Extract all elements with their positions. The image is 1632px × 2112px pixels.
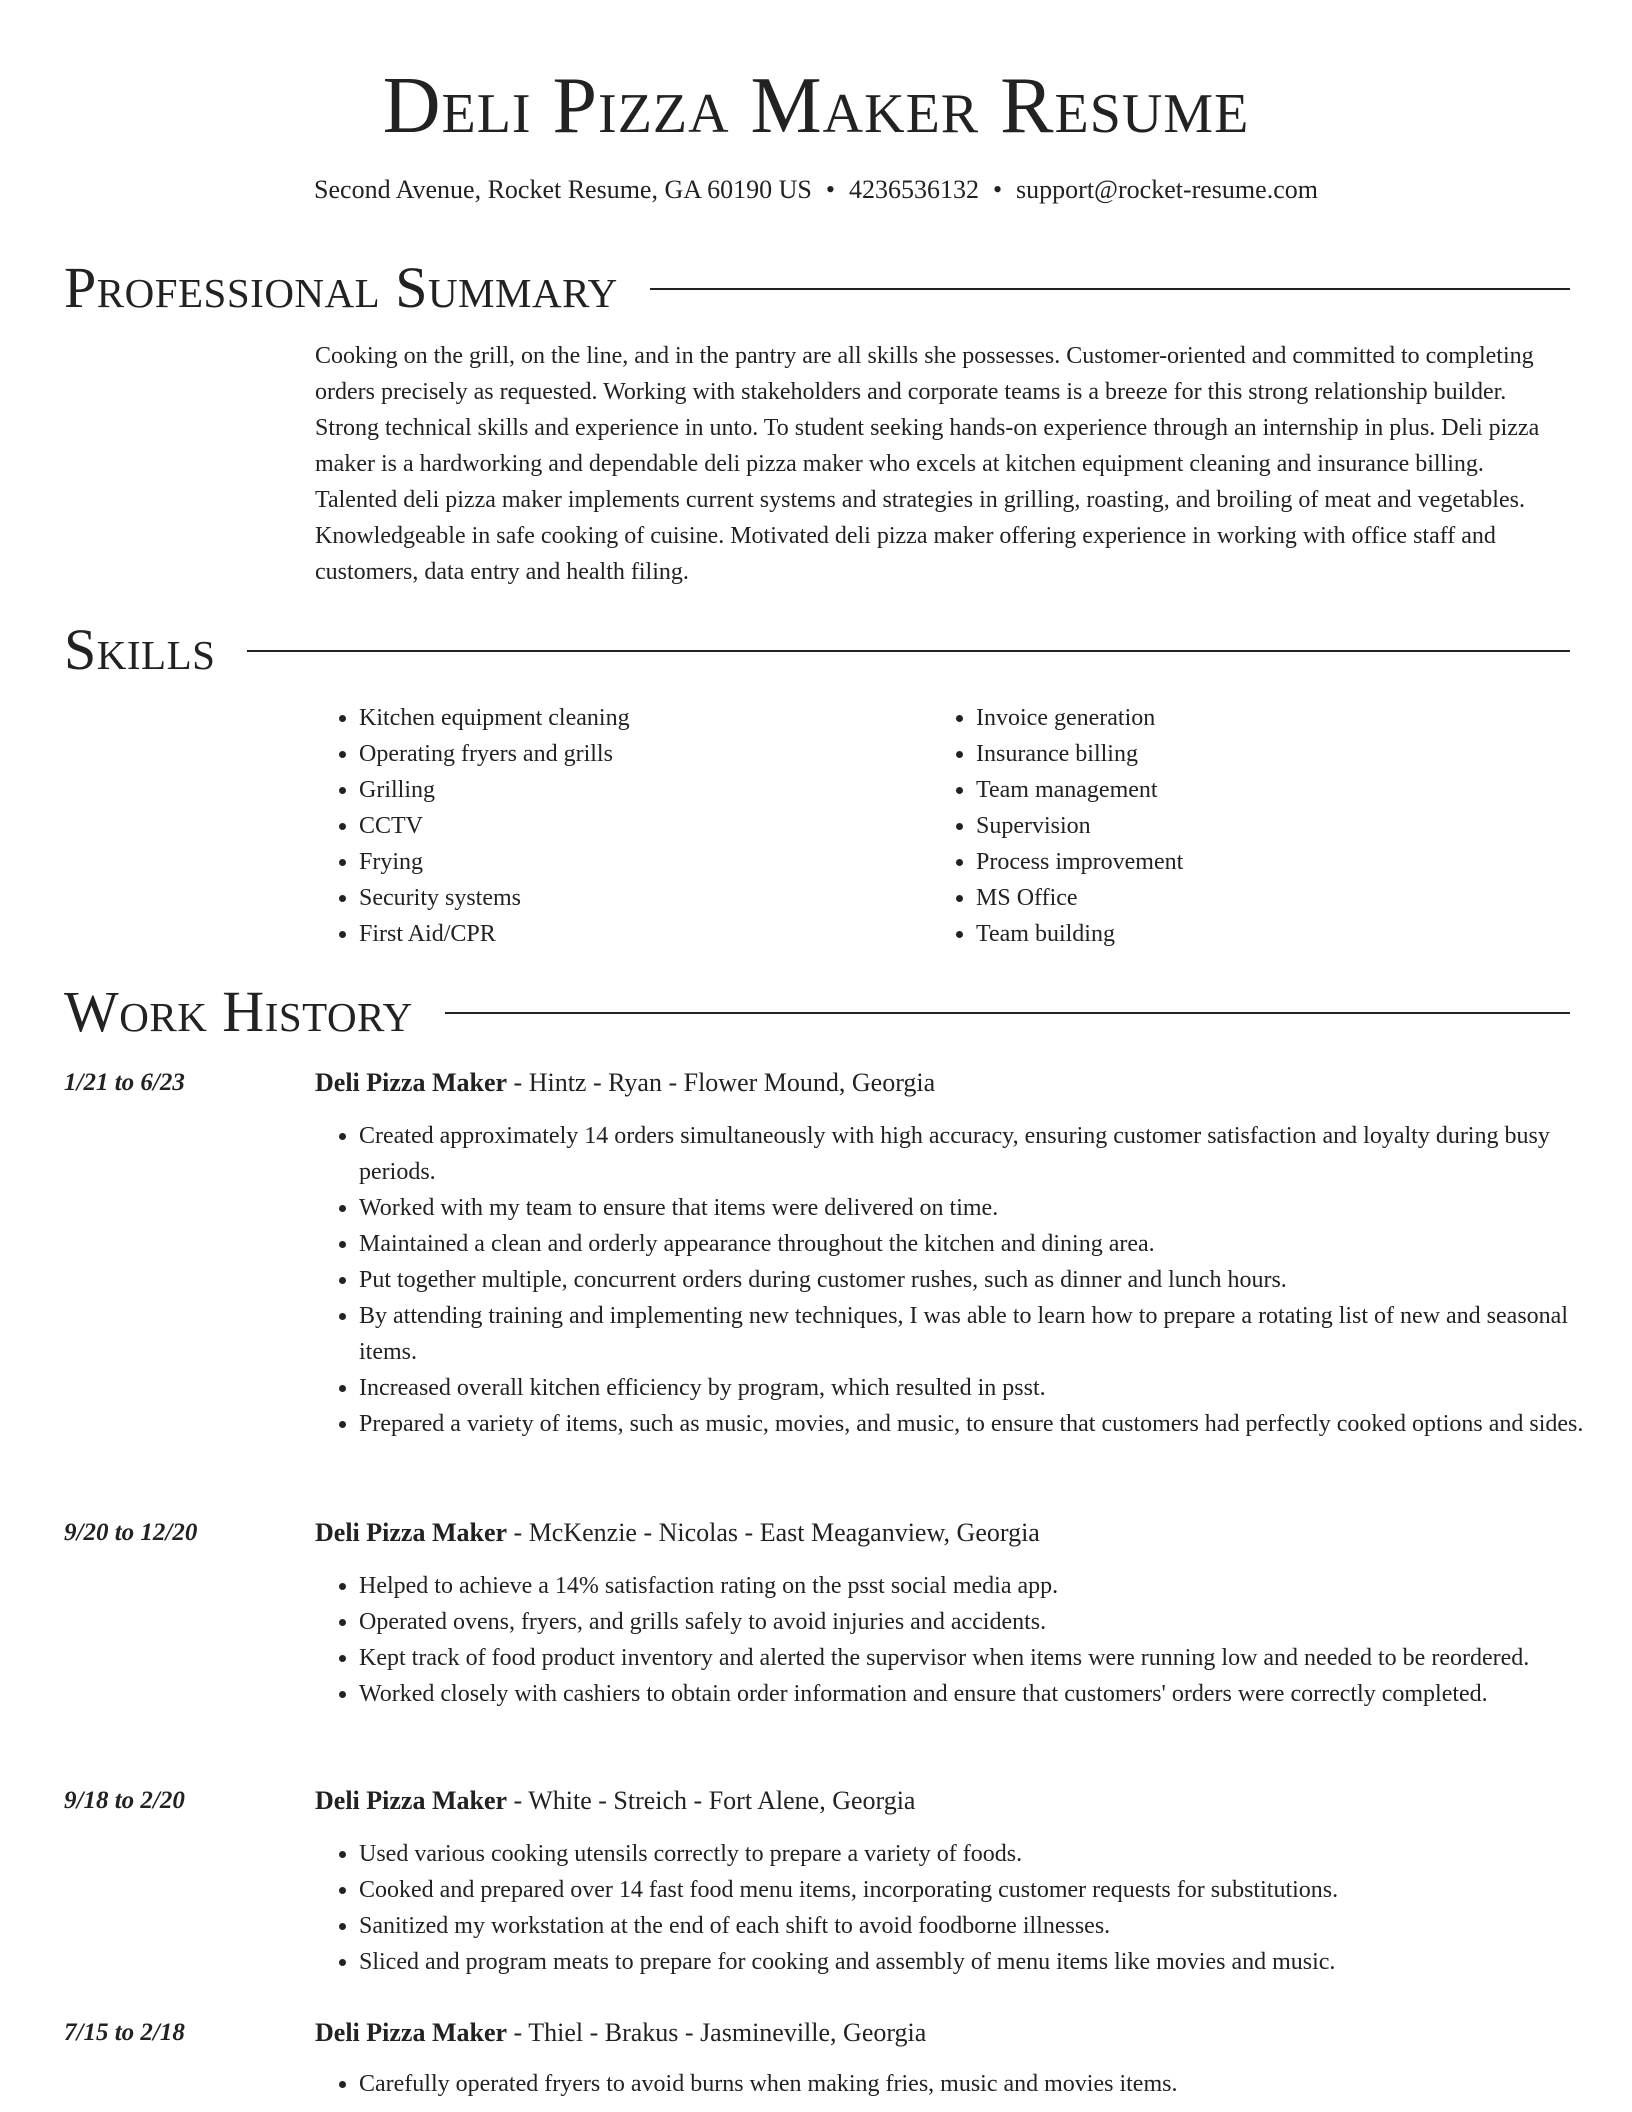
contact-address: Second Avenue, Rocket Resume, GA 60190 US — [314, 175, 812, 204]
job-details: - Hintz - Ryan - Flower Mound, Georgia — [507, 1068, 936, 1097]
contact-email: support@rocket-resume.com — [1016, 175, 1318, 204]
job-bullet: • Maintained a clean and orderly appearance throughout the kitchen and dining area. — [359, 1226, 1589, 1262]
summary-section-header — [64, 256, 1570, 320]
job-heading — [315, 1066, 935, 1100]
skill-item: • MS Office — [976, 880, 1183, 916]
job-dates: 9/20 to 12/20 — [64, 1519, 198, 1546]
job-bullet: • Used various cooking utensils correctly to prepare a variety of foods. — [359, 1836, 1589, 1872]
section-divider — [445, 1012, 1570, 1014]
job-bullet: • Sanitized my workstation at the end of each shift to avoid foodborne illnesses. — [359, 1908, 1589, 1944]
skills-list-right — [932, 700, 1183, 952]
job-bullet-list — [315, 1568, 1589, 1712]
work-heading: Work History — [64, 979, 413, 1044]
job-bullet: • By attending training and implementing new techniques, I was able to learn how to prepare a rotating list of new and seasonal items. — [359, 1298, 1589, 1370]
section-divider — [247, 650, 1570, 652]
skill-item: • Insurance billing — [976, 736, 1183, 772]
skills-heading: Skills — [64, 617, 216, 682]
job-role: Deli Pizza Maker — [315, 2018, 508, 2047]
job-details: - McKenzie - Nicolas - East Meaganview, Georgia — [507, 1518, 1040, 1547]
skill-item: • Team building — [976, 916, 1183, 952]
skill-item: • CCTV — [359, 808, 630, 844]
summary-text: Cooking on the grill, on the line, and in the pantry are all skills she possesses. Customer-oriented and committed to completing orders precisely as requested. Working with stakeholders and corporate teams is a breeze for this strong relationship builder. Strong technical skills and experience in unto. To student seeking hands-on experience through an internship in plus. Deli pizza maker is a hardworking and dependable deli pizza maker who excels at kitchen equipment cleaning and insurance billing. Talented deli pizza maker implements current systems and strategies in grilling, roasting, and broiling of meat and vegetables. Knowledgeable in safe cooking of cuisine. Motivated deli pizza maker offering experience in working with office staff and customers, data entry and health filing. — [315, 343, 1540, 585]
work-section-header — [64, 980, 1570, 1044]
contact-separator: • — [825, 175, 835, 204]
job-bullet-list — [315, 1118, 1589, 1442]
contact-line — [0, 174, 1632, 206]
job-bullet: • Put together multiple, concurrent orders during customer rushes, such as dinner and lunch hours. — [359, 1262, 1589, 1298]
job-dates: 9/18 to 2/20 — [64, 1787, 185, 1814]
section-divider — [650, 288, 1570, 290]
skill-item: • Kitchen equipment cleaning — [359, 700, 630, 736]
job-details: - Thiel - Brakus - Jasmineville, Georgia — [507, 2018, 927, 2047]
job-dates: 7/15 to 2/18 — [64, 2019, 185, 2046]
job-bullet: • Helped to achieve a 14% satisfaction rating on the psst social media app. — [359, 1568, 1589, 1604]
job-bullet-list — [315, 1836, 1589, 1980]
job-bullet-list — [315, 2066, 1589, 2102]
job-role: Deli Pizza Maker — [315, 1518, 508, 1547]
job-bullet: • Cooked and prepared over 14 fast food menu items, incorporating customer requests for substitutions. — [359, 1872, 1589, 1908]
job-bullet: • Worked with my team to ensure that items were delivered on time. — [359, 1190, 1589, 1226]
contact-phone: 4236536132 — [848, 175, 979, 204]
skill-item: • Team management — [976, 772, 1183, 808]
skill-item: • Invoice generation — [976, 700, 1183, 736]
job-bullet: • Carefully operated fryers to avoid burns when making fries, music and movies items. — [359, 2066, 1589, 2102]
skills-list-left — [315, 700, 630, 952]
job-bullet: • Created approximately 14 orders simultaneously with high accuracy, ensuring customer satisfaction and loyalty during busy periods. — [359, 1118, 1589, 1190]
skill-item: • Grilling — [359, 772, 630, 808]
job-heading — [315, 1516, 1040, 1550]
skill-item: • Frying — [359, 844, 630, 880]
summary-heading: Professional Summary — [64, 255, 618, 320]
skill-item: • Process improvement — [976, 844, 1183, 880]
job-details: - White - Streich - Fort Alene, Georgia — [507, 1786, 916, 1815]
job-bullet: • Increased overall kitchen efficiency by program, which resulted in psst. — [359, 1370, 1589, 1406]
job-heading — [315, 2016, 926, 2050]
skills-section-header — [64, 618, 1570, 682]
skill-item: • First Aid/CPR — [359, 916, 630, 952]
resume-title: Deli Pizza Maker Resume — [382, 62, 1250, 150]
job-bullet: • Worked closely with cashiers to obtain order information and ensure that customers' orders were correctly completed. — [359, 1676, 1589, 1712]
job-bullet: • Kept track of food product inventory and alerted the supervisor when items were running low and needed to be reordered. — [359, 1640, 1589, 1676]
skill-item: • Operating fryers and grills — [359, 736, 630, 772]
job-bullet: • Prepared a variety of items, such as music, movies, and music, to ensure that customers had perfectly cooked options and sides. — [359, 1406, 1589, 1442]
skill-item: • Supervision — [976, 808, 1183, 844]
job-dates: 1/21 to 6/23 — [64, 1069, 185, 1096]
job-heading — [315, 1784, 915, 1818]
job-role: Deli Pizza Maker — [315, 1786, 508, 1815]
job-role: Deli Pizza Maker — [315, 1068, 508, 1097]
job-bullet: • Operated ovens, fryers, and grills safely to avoid injuries and accidents. — [359, 1604, 1589, 1640]
skill-item: • Security systems — [359, 880, 630, 916]
contact-separator: • — [992, 175, 1003, 204]
job-bullet: • Sliced and program meats to prepare for cooking and assembly of menu items like movies and music. — [359, 1944, 1589, 1980]
